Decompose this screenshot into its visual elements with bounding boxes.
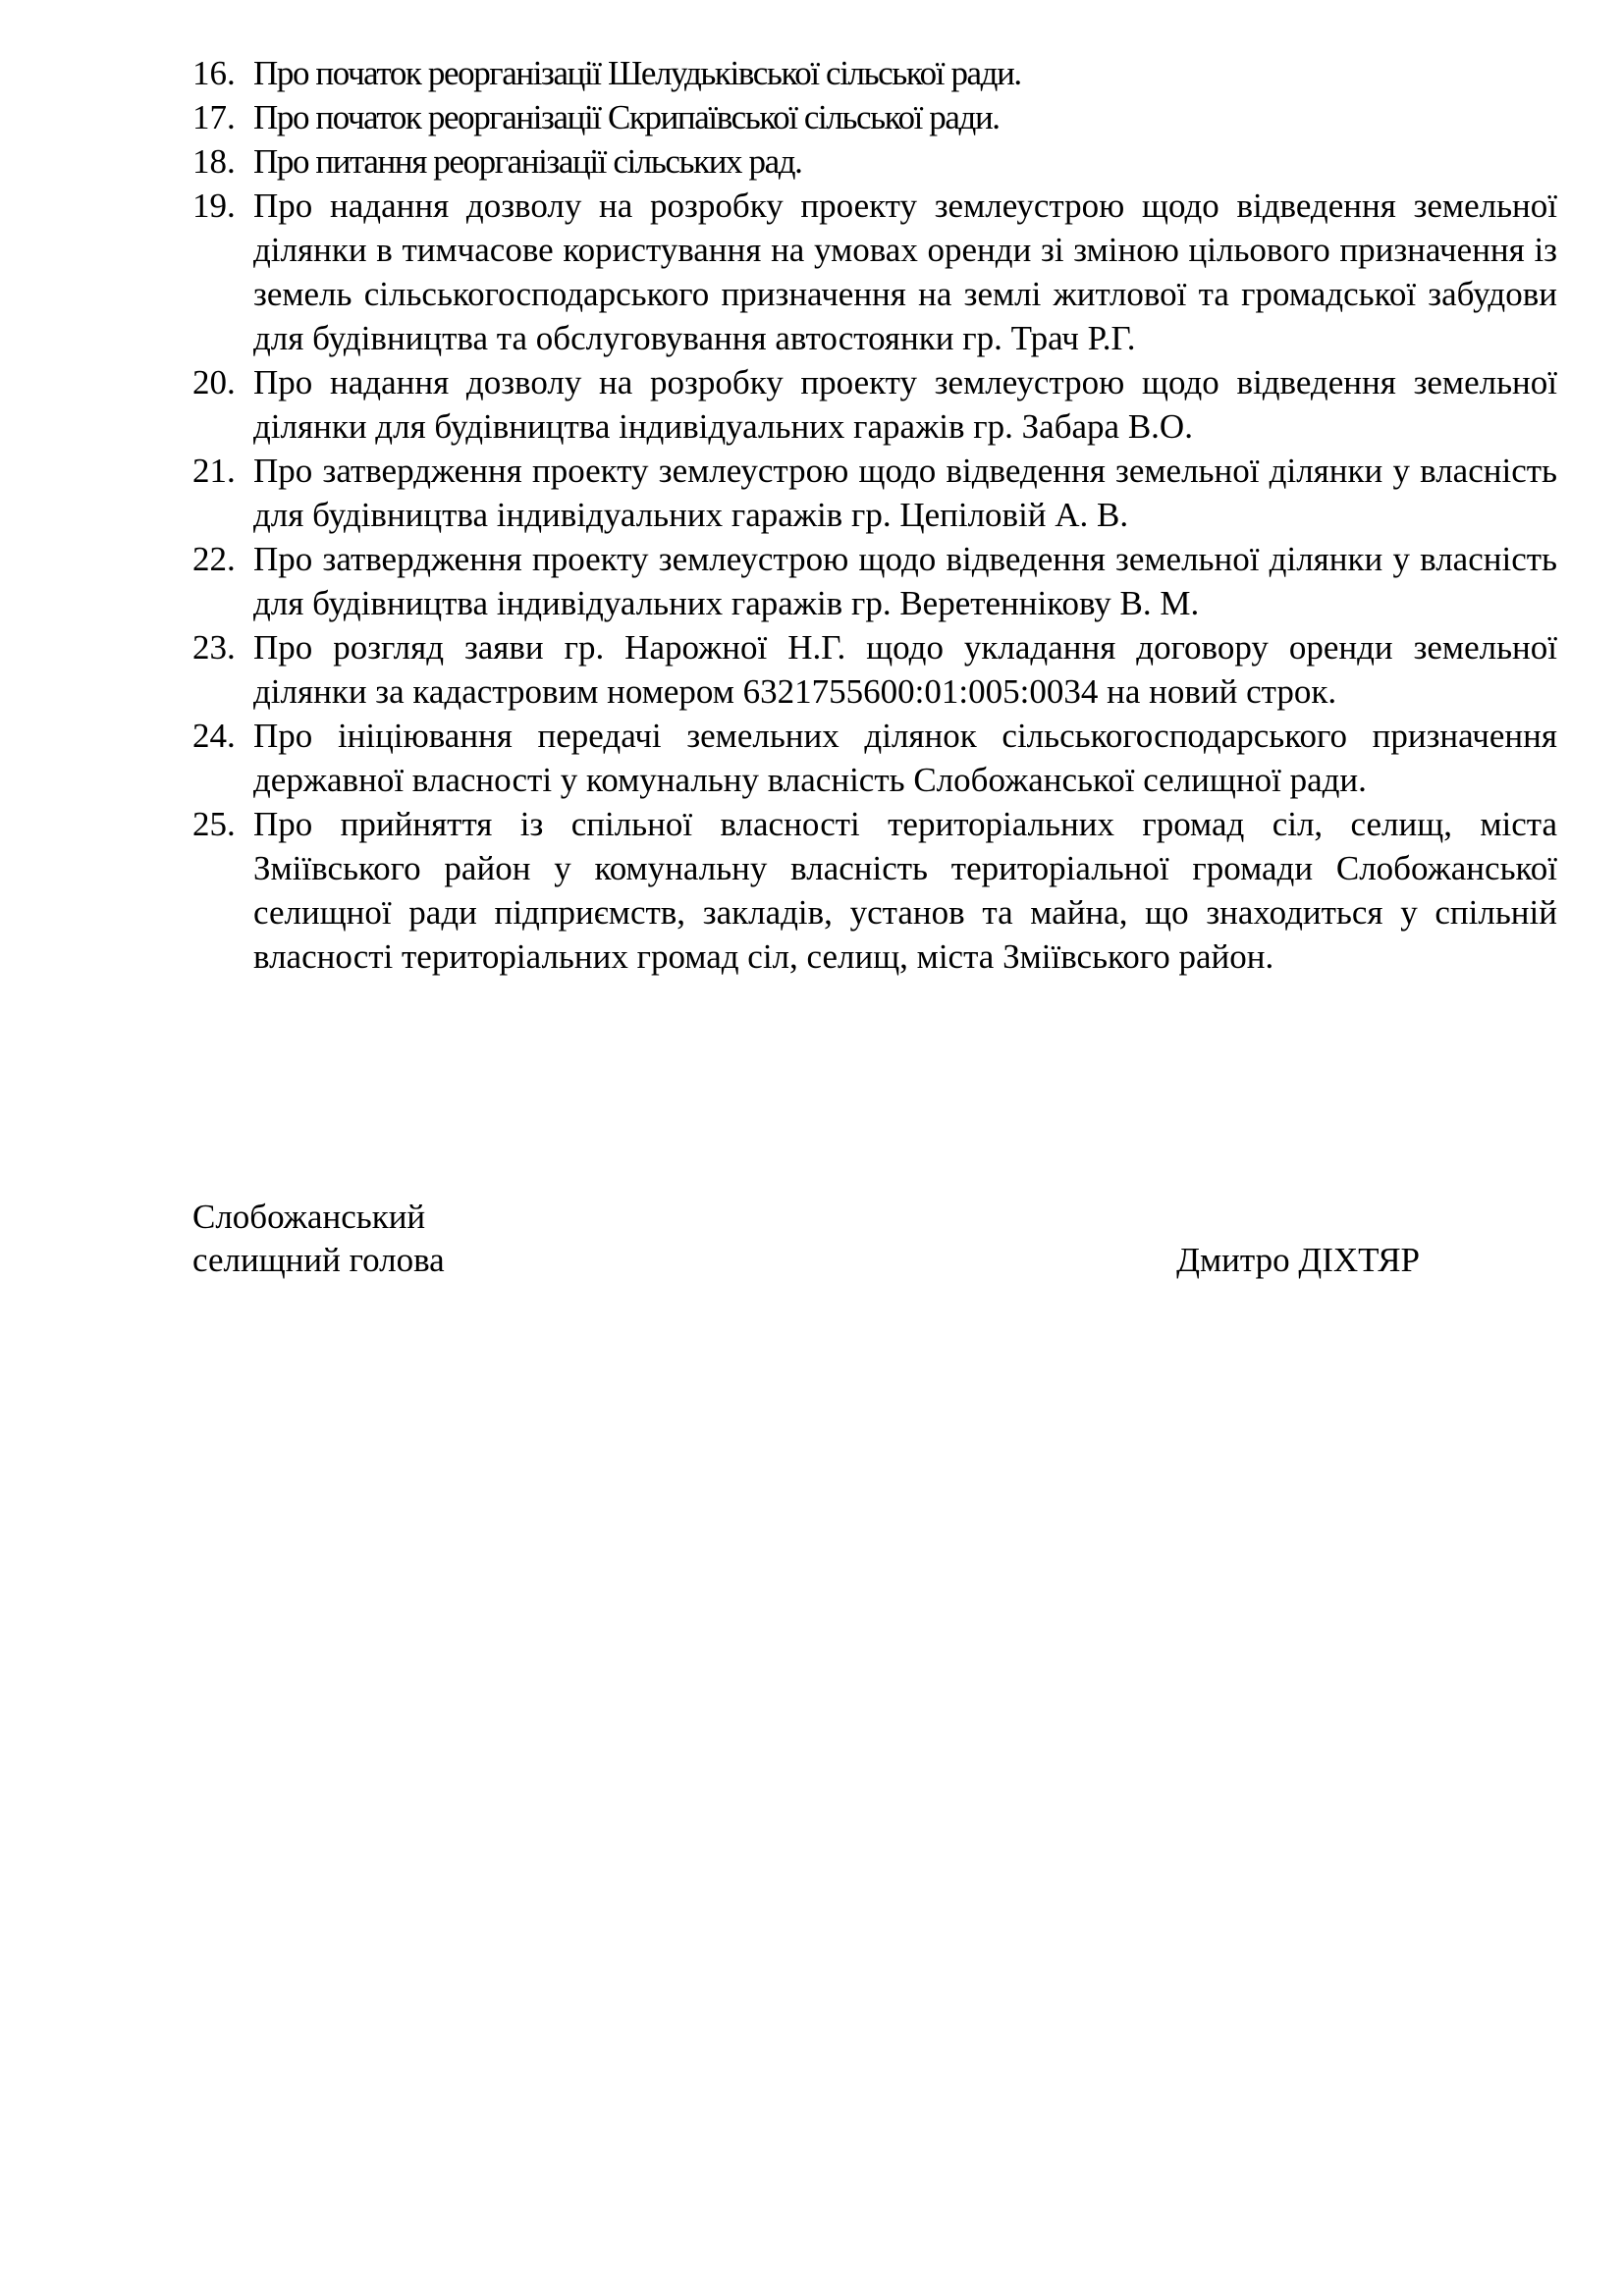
agenda-item-24 bbox=[192, 714, 1557, 802]
agenda-item-number: 17. bbox=[192, 98, 236, 136]
agenda-item-text: Про надання дозволу на розробку проекту землеустрою щодо відведення земельної ділянки для будівництва індивідуальних гаражів гр. Забара В.О. bbox=[253, 363, 1557, 446]
agenda-item-number: 18. bbox=[192, 142, 236, 181]
agenda-item-19 bbox=[192, 184, 1557, 360]
agenda-item-text: Про прийняття із спільної власності територіальних громад сіл, селищ, міста Зміївського район у комунальну власність територіальної громади Слобожанської селищної ради підприємств, закладів, установ та майна, що знаходиться у спільній власності територіальних громад сіл, селищ, міста Зміївського район. bbox=[253, 805, 1557, 976]
signatory-name: Дмитро ДІХТЯР bbox=[1176, 1241, 1420, 1279]
agenda-item-16 bbox=[192, 51, 1557, 95]
agenda-item-text: Про затвердження проекту землеустрою щодо відведення земельної ділянки у власність для будівництва індивідуальних гаражів гр. Цепіловій А. В. bbox=[253, 452, 1557, 534]
agenda-item-23 bbox=[192, 625, 1557, 714]
agenda-item-20 bbox=[192, 360, 1557, 449]
agenda-item-number: 22. bbox=[192, 540, 236, 578]
agenda-item-number: 21. bbox=[192, 452, 236, 490]
agenda-item-25 bbox=[192, 802, 1557, 979]
agenda-item-22 bbox=[192, 537, 1557, 625]
agenda-item-number: 25. bbox=[192, 805, 236, 843]
agenda-item-17 bbox=[192, 95, 1557, 139]
agenda-item-18 bbox=[192, 139, 1557, 184]
agenda-list bbox=[192, 51, 1557, 979]
agenda-item-number: 23. bbox=[192, 628, 236, 667]
agenda-item-text: Про початок реорганізації Скрипаївської сільської ради. bbox=[253, 98, 1000, 136]
agenda-item-text: Про ініціювання передачі земельних ділянок сільськогосподарського призначення державної власності у комунальну власність Слобожанської селищної ради. bbox=[253, 717, 1557, 799]
agenda-item-number: 20. bbox=[192, 363, 236, 401]
agenda-item-number: 24. bbox=[192, 717, 236, 755]
agenda-item-text: Про питання реорганізації сільських рад. bbox=[253, 142, 802, 181]
agenda-item-number: 19. bbox=[192, 187, 236, 225]
signature-block bbox=[192, 1196, 1420, 1282]
signature-row bbox=[192, 1239, 1420, 1282]
agenda-item-text: Про початок реорганізації Шелудьківської сільської ради. bbox=[253, 54, 1021, 92]
agenda-item-text: Про затвердження проекту землеустрою щодо відведення земельної ділянки у власність для будівництва індивідуальних гаражів гр. Веретеннікову В. М. bbox=[253, 540, 1557, 622]
signature-title-line2: селищний голова bbox=[192, 1241, 445, 1279]
agenda-item-text: Про розгляд заяви гр. Нарожної Н.Г. щодо укладання договору оренди земельної ділянки за кадастровим номером 6321755600:01:005:0034 на новий строк. bbox=[253, 628, 1557, 711]
agenda-item-number: 16. bbox=[192, 54, 236, 92]
agenda-item-21 bbox=[192, 449, 1557, 537]
signature-title-line1: Слобожанський bbox=[192, 1198, 426, 1236]
agenda-item-text: Про надання дозволу на розробку проекту землеустрою щодо відведення земельної ділянки в тимчасове користування на умовах оренди зі зміною цільового призначення із земель сільськогосподарського призначення на землі житлової та громадської забудови для будівництва та обслуговування автостоянки гр. Трач Р.Г. bbox=[253, 187, 1557, 357]
